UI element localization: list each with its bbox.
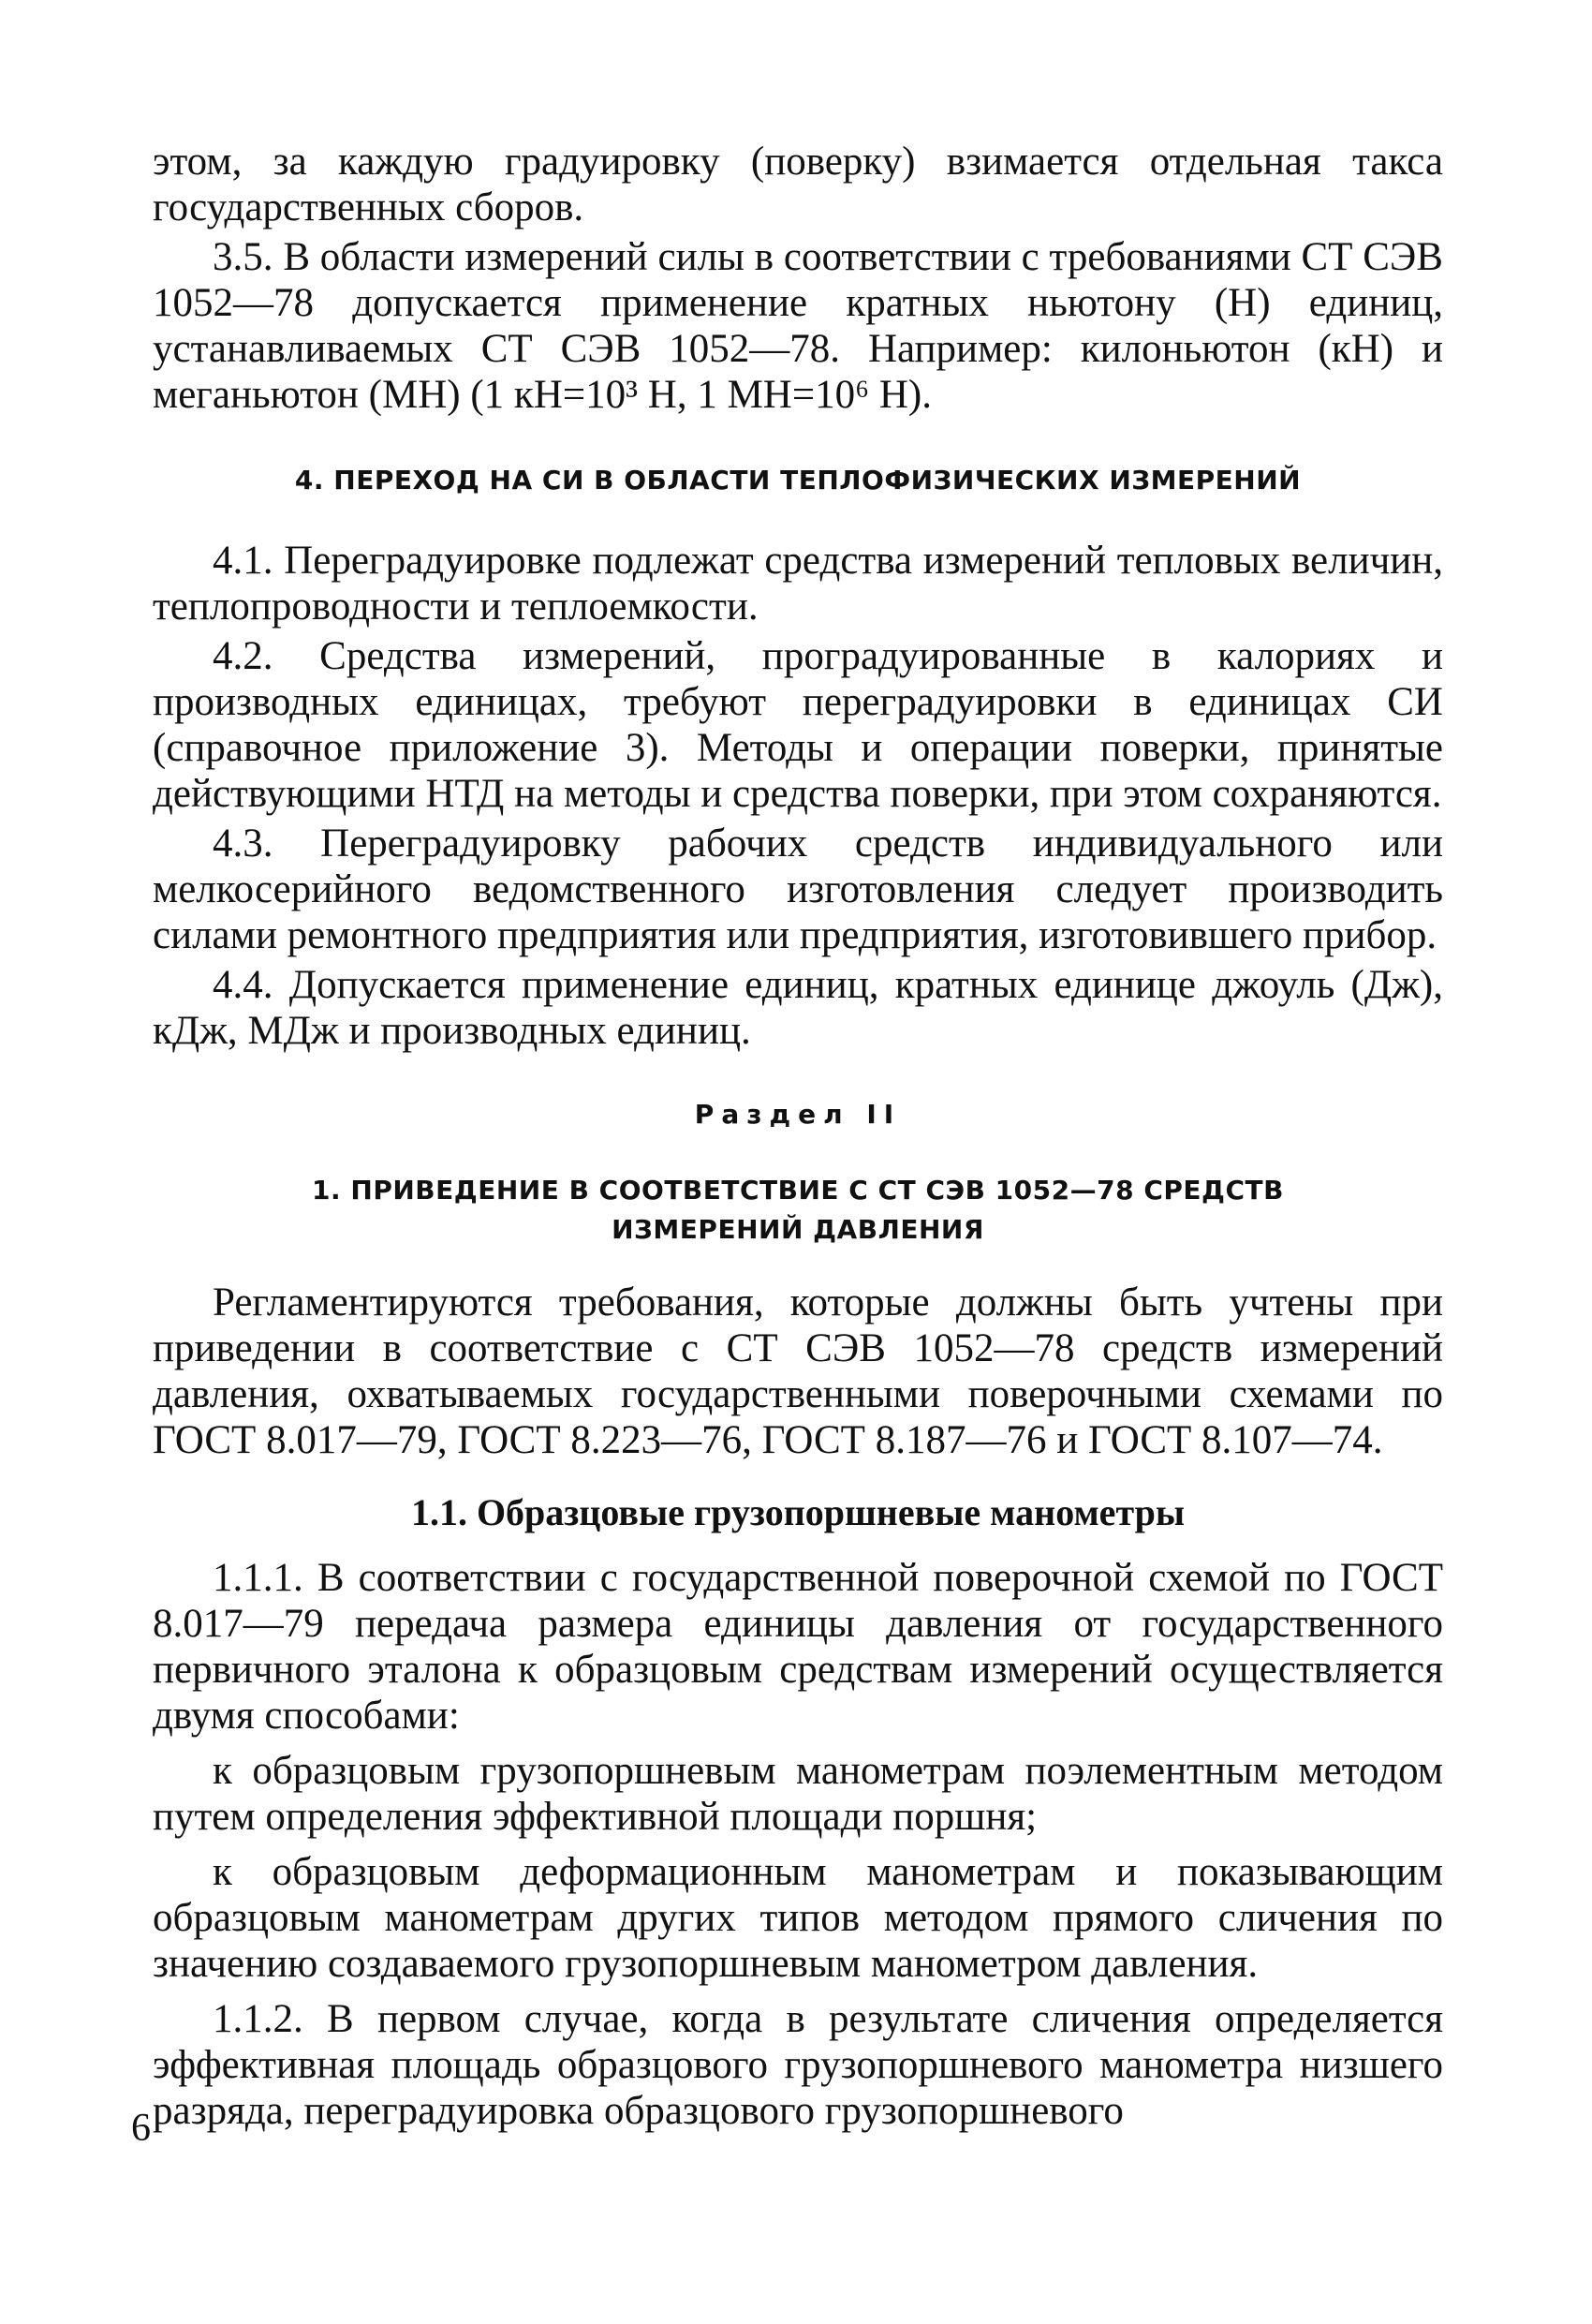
- section-heading-4: 4. ПЕРЕХОД НА СИ В ОБЛАСТИ ТЕПЛОФИЗИЧЕСКИХ ИЗМЕРЕНИЙ: [294, 465, 1302, 496]
- document-page: [153, 139, 1443, 2134]
- section-heading-1-line2: ИЗМЕРЕНИЙ ДАВЛЕНИЯ: [612, 1214, 984, 1245]
- section-heading-1: [153, 1171, 1443, 1250]
- paragraph-3-5: 3.5. В области измерений силы в соответствии с требованиями СТ СЭВ 1052—78 допускается применение кратных ньютону (Н) единиц, устанавливаемых СТ СЭВ 1052—78. Например: килоньютон (кН) и меганьютон (МН) (1 кН=10³ Н, 1 МН=10⁶ Н).: [153, 235, 1443, 417]
- paragraph-4-2: 4.2. Средства измерений, проградуированные в калориях и производных единицах, требуют переградуировки в единицах СИ (справочное приложение 3). Методы и операции поверки, принятые действующими НТД на методы и средства поверки, при этом сохраняются.: [153, 634, 1443, 816]
- subheading-1-1: 1.1. Образцовые грузопоршневые манометры: [410, 1491, 1186, 1533]
- section-heading-1-line1: 1. ПРИВЕДЕНИЕ В СООТВЕТСТВИЕ С СТ СЭВ 1052—78 СРЕДСТВ: [312, 1175, 1284, 1206]
- paragraph-4-4: 4.4. Допускается применение единиц, кратных единице джоуль (Дж), кДж, МДж и производных единиц.: [153, 963, 1443, 1053]
- paragraph-4-3: 4.3. Переградуировку рабочих средств индивидуального или мелкосерийного ведомственного изготовления следует производить силами ремонтного предприятия или предприятия, изготовившего прибор.: [153, 822, 1443, 957]
- page-number: 6: [131, 2107, 151, 2150]
- paragraph-method-1: к образцовым грузопоршневым манометрам поэлементным методом путем определения эффективной площади поршня;: [153, 1749, 1443, 1839]
- paragraph-continuation: этом, за каждую градуировку (поверку) взимается отдельная такса государственных сборов.: [153, 140, 1443, 229]
- paragraph-method-2: к образцовым деформационным манометрам и показывающим образцовым манометрам других типов методом прямого сличения по значению создаваемого грузопоршневым манометром давления.: [153, 1850, 1443, 1986]
- paragraph-intro: Регламентируются требования, которые должны быть учтены при приведении в соответствие с СТ СЭВ 1052—78 средств измерений давления, охватываемых государственными поверочными схемами по ГОСТ 8.017—79, ГОСТ 8.223—76, ГОСТ 8.187—76 и ГОСТ 8.107—74.: [153, 1280, 1443, 1462]
- paragraph-1-1-2: 1.1.2. В первом случае, когда в результате сличения определяется эффективная площадь образцового грузопоршневого манометра низшего разряда, переградуировка образцового грузопоршневого: [153, 1997, 1443, 2133]
- section-label-part-2: Раздел II: [694, 1099, 902, 1130]
- paragraph-4-1: 4.1. Переградуировке подлежат средства измерений тепловых величин, теплопроводности и теплоемкости.: [153, 539, 1443, 629]
- paragraph-1-1-1: 1.1.1. В соответствии с государственной поверочной схемой по ГОСТ 8.017—79 передача размера единицы давления от государственного первичного эталона к образцовым средствам измерений осуществляется двумя способами:: [153, 1556, 1443, 1738]
